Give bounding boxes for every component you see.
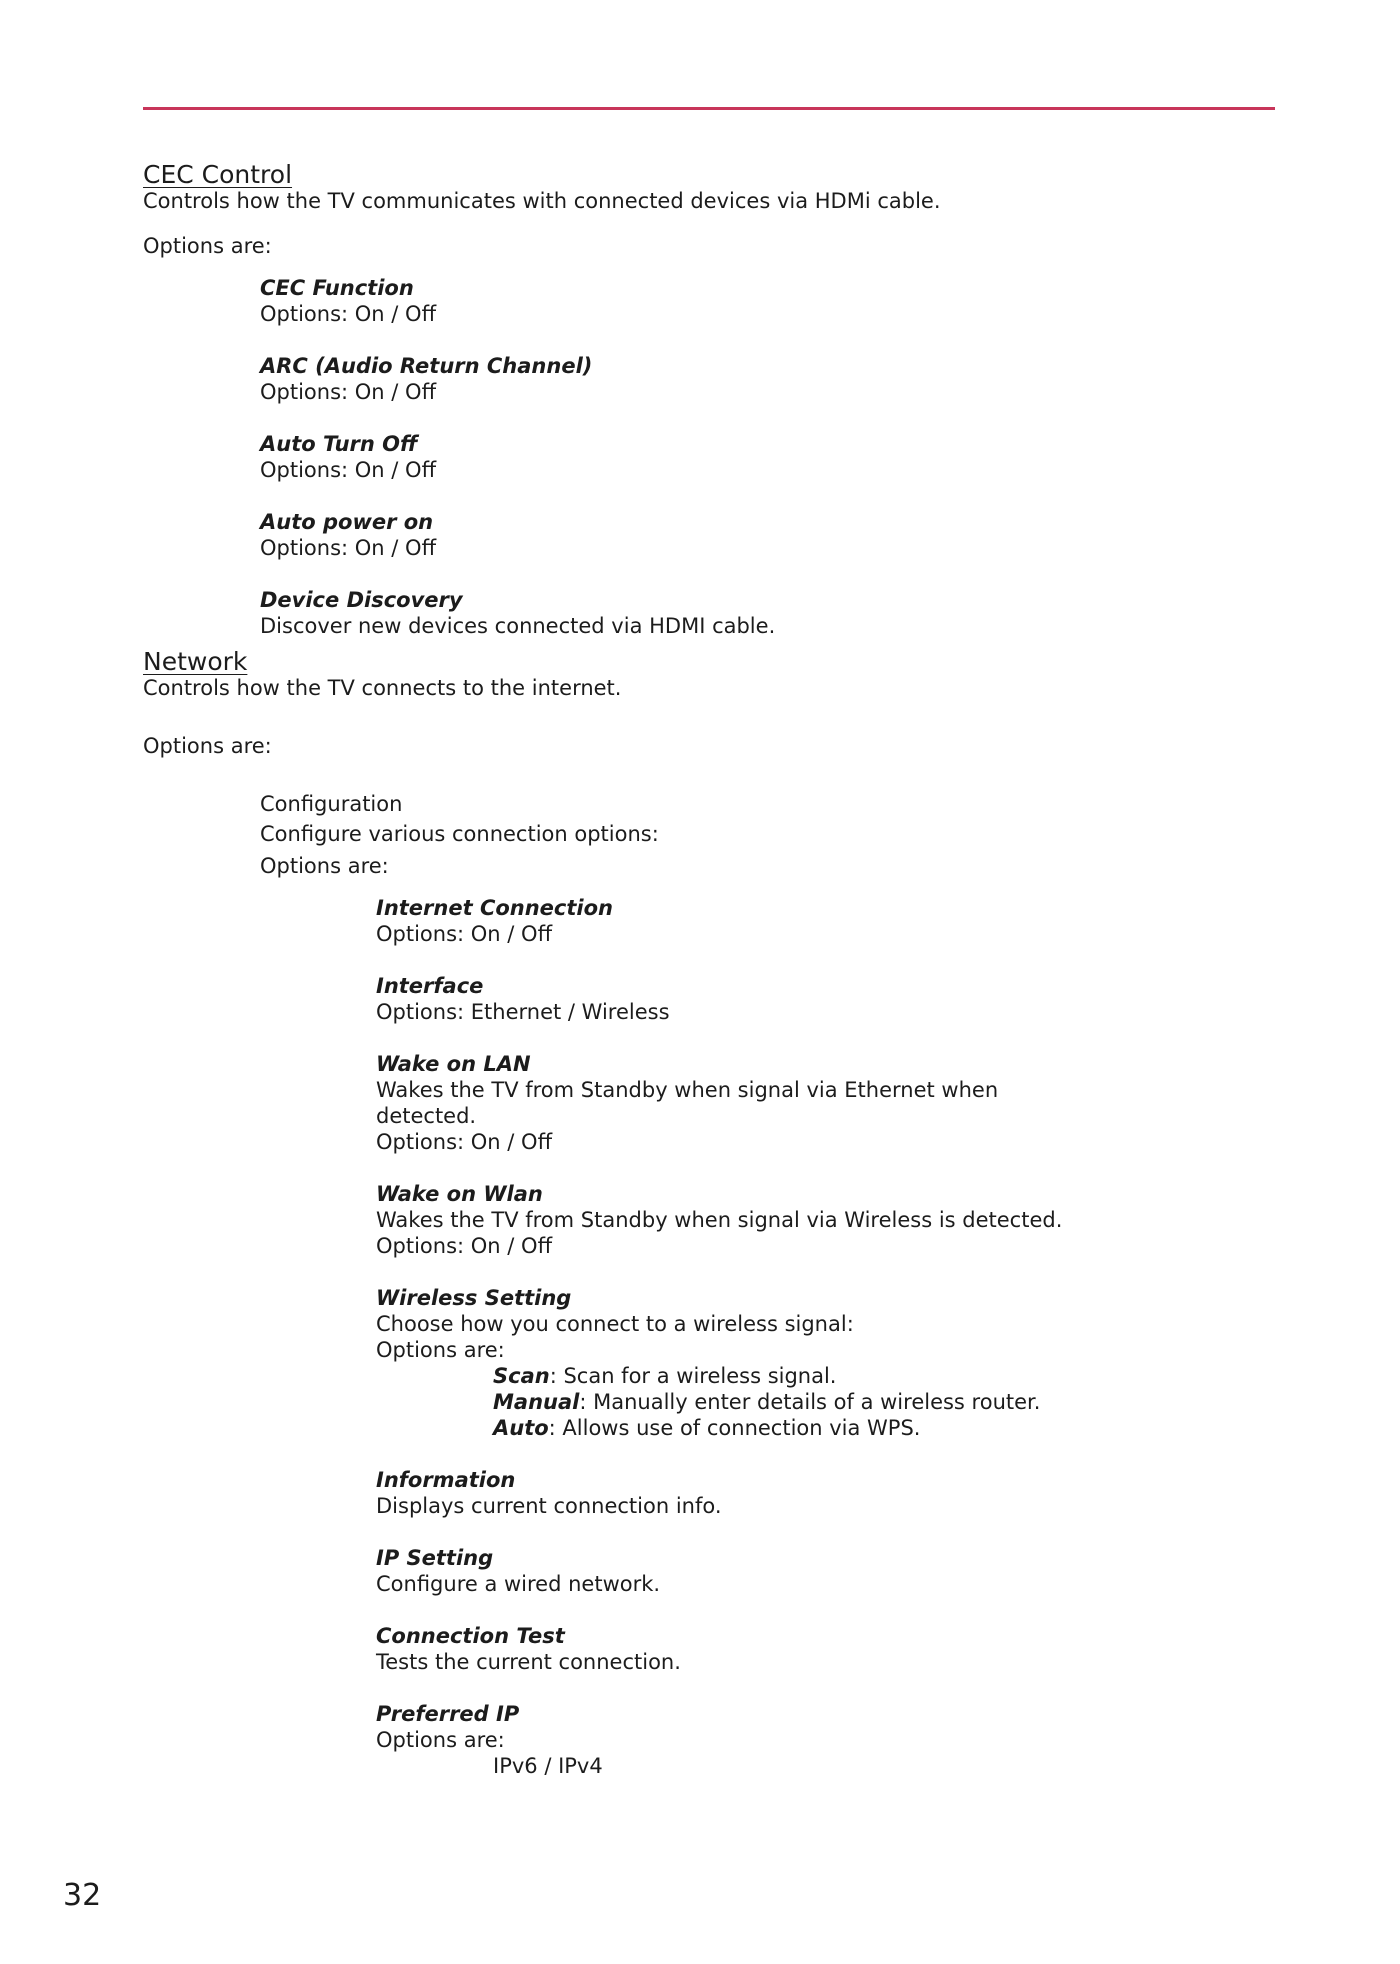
network-config bbox=[143, 791, 1275, 879]
list-item bbox=[260, 431, 1275, 483]
list-item bbox=[260, 587, 1275, 639]
list-item bbox=[376, 1285, 1275, 1441]
item-text: Options: Ethernet / Wireless bbox=[376, 1000, 670, 1024]
item-text: Discover new devices connected via HDMI cable. bbox=[260, 614, 776, 638]
config-title: Configuration bbox=[260, 792, 403, 816]
list-item bbox=[376, 1181, 1275, 1259]
wireless-sub-options bbox=[376, 1363, 1275, 1441]
item-value: IPv6 / IPv4 bbox=[493, 1754, 603, 1778]
item-text: detected. bbox=[376, 1104, 477, 1128]
item-title: Preferred IP bbox=[376, 1702, 520, 1726]
item-title: Information bbox=[376, 1468, 516, 1492]
sub-option-text: : Manually enter details of a wireless router. bbox=[579, 1390, 1041, 1414]
item-title: Auto Turn Off bbox=[260, 432, 418, 456]
item-title: Auto power on bbox=[260, 510, 434, 534]
network-options-label: Options are: bbox=[143, 734, 272, 758]
item-title: Connection Test bbox=[376, 1624, 565, 1648]
item-title: IP Setting bbox=[376, 1546, 494, 1570]
list-item bbox=[260, 353, 1275, 405]
header-rule bbox=[143, 107, 1275, 110]
sub-option-term: Auto bbox=[493, 1416, 549, 1440]
list-item bbox=[376, 1545, 1275, 1597]
item-title: Device Discovery bbox=[260, 588, 463, 612]
config-description: Configure various connection options: bbox=[260, 822, 659, 846]
config-options-label: Options are: bbox=[260, 854, 389, 878]
item-title: Interface bbox=[376, 974, 484, 998]
item-text: Options: On / Off bbox=[260, 458, 437, 482]
sub-option-term: Manual bbox=[493, 1390, 580, 1414]
item-text: Options: On / Off bbox=[376, 1130, 553, 1154]
page-number: 32 bbox=[63, 1878, 102, 1913]
item-title: Wake on Wlan bbox=[376, 1182, 543, 1206]
item-text: Configure a wired network. bbox=[376, 1572, 661, 1596]
network-heading: Network bbox=[143, 647, 248, 676]
network-description: Controls how the TV connects to the internet. bbox=[143, 676, 622, 700]
page-content bbox=[143, 160, 1275, 1779]
item-title: Wireless Setting bbox=[376, 1286, 572, 1310]
item-text: Choose how you connect to a wireless signal: bbox=[376, 1312, 854, 1336]
item-text: Options are: bbox=[376, 1728, 505, 1752]
sub-option-term: Scan bbox=[493, 1364, 550, 1388]
item-text: Options: On / Off bbox=[260, 380, 437, 404]
item-text: Tests the current connection. bbox=[376, 1650, 681, 1674]
list-item bbox=[376, 895, 1275, 947]
item-text: Displays current connection info. bbox=[376, 1494, 722, 1518]
cec-heading: CEC Control bbox=[143, 160, 293, 189]
cec-options-label: Options are: bbox=[143, 234, 272, 258]
list-item bbox=[260, 509, 1275, 561]
item-text: Options: On / Off bbox=[260, 302, 437, 326]
sub-option-text: : Allows use of connection via WPS. bbox=[548, 1416, 921, 1440]
cec-description: Controls how the TV communicates with connected devices via HDMi cable. bbox=[143, 189, 941, 213]
item-text: Wakes the TV from Standby when signal via Wireless is detected. bbox=[376, 1208, 1063, 1232]
list-item bbox=[376, 973, 1275, 1025]
item-title: CEC Function bbox=[260, 276, 414, 300]
item-title: Internet Connection bbox=[376, 896, 613, 920]
item-title: Wake on LAN bbox=[376, 1052, 531, 1076]
cec-items bbox=[143, 275, 1275, 639]
sub-option bbox=[493, 1415, 1275, 1441]
item-title: ARC (Audio Return Channel) bbox=[260, 354, 593, 378]
list-item bbox=[376, 1701, 1275, 1779]
list-item bbox=[376, 1623, 1275, 1675]
sub-option-text: : Scan for a wireless signal. bbox=[549, 1364, 837, 1388]
sub-option bbox=[493, 1389, 1275, 1415]
list-item bbox=[376, 1051, 1275, 1155]
list-item bbox=[260, 275, 1275, 327]
item-text: Options are: bbox=[376, 1338, 505, 1362]
sub-option bbox=[493, 1363, 1275, 1389]
item-text: Wakes the TV from Standby when signal via Ethernet when bbox=[376, 1078, 999, 1102]
list-item bbox=[376, 1467, 1275, 1519]
network-items bbox=[143, 895, 1275, 1779]
item-text: Options: On / Off bbox=[260, 536, 437, 560]
item-text: Options: On / Off bbox=[376, 922, 553, 946]
item-text: Options: On / Off bbox=[376, 1234, 553, 1258]
